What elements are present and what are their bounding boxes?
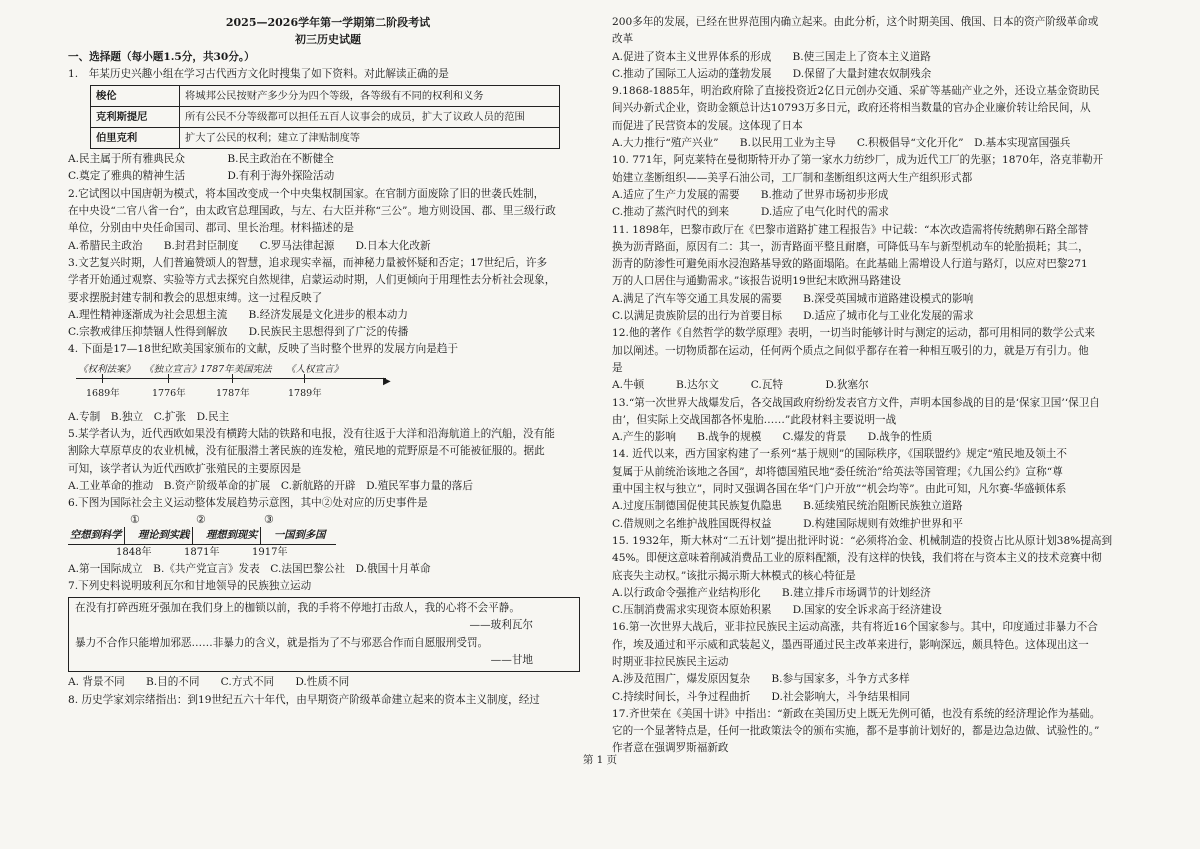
q9-line: 而促进了民营资本的发展。这体现了日本	[612, 119, 803, 132]
stage-year: 1848年	[116, 546, 152, 558]
q17-line: 它的一个显著特点是，任何一批政策法令的颁布实施，都不是事前计划好的，都是边急边做、试验性的。”	[612, 725, 1100, 738]
q17-line: 17.齐世荣在《美国十讲》中指出：“新政在美国历史上既无先例可循，也没有系统的经济理论作为基础。	[612, 707, 1101, 720]
section-heading: 一、选择题（每小题1.5分，共30分。）	[68, 50, 255, 63]
timeline-year: 1776年	[152, 387, 186, 399]
stage-label: 理论到实践	[138, 527, 193, 544]
q9-options: A.大力推行“殖产兴业” B.以民用工业为主导 C.积极倡导“文化开化” D.基本实现富国强兵	[612, 137, 1071, 150]
quote-text: 暴力不合作只能增加邪恶……非暴力的含义，就是指为了不与邪恶合作而自愿服刑受罚。	[75, 636, 489, 649]
stage-year: 1917年	[252, 546, 288, 558]
exam-subtitle: 初三历史试题	[295, 33, 361, 47]
q14-line: 重中国主权与独立”，同时又强调各国在华“门户开放”“机会均等”。由此可知，凡尔赛-华盛顿体系	[612, 483, 1067, 496]
timeline-tick	[304, 374, 305, 383]
table-row	[91, 128, 560, 149]
stage-label: 空想到科学	[70, 527, 125, 544]
q13-line: 由’，但实际上交战国都各怀鬼胎……”此段材料主要说明一战	[612, 413, 897, 426]
q3-line: 3.文艺复兴时期，人们普遍赞颂人的智慧，追求现实幸福，而神秘力量被怀疑和否定；17世纪后，许多	[68, 256, 548, 269]
q14-line: 14. 近代以来，西方国家构建了一系列“基于规则”的国际秩序，《国联盟约》规定“殖民地及领土不	[612, 448, 1067, 461]
q6-stem: 6.下图为国际社会主义运动整体发展趋势示意图，其中②处对应的历史事件是	[68, 497, 428, 510]
q15-line: 底丧失主动权。”该批示揭示斯大林模式的核心特征是	[612, 569, 856, 582]
q6-options: A.第一国际成立 B.《共产党宣言》发表 C.法国巴黎公社 D.俄国十月革命	[68, 562, 431, 575]
q5-options: A.工业革命的推动 B.资产阶级革命的扩展 C.新航路的开辟 D.殖民军事力量的落后	[68, 479, 473, 492]
q6-diagram	[68, 513, 588, 559]
timeline-year: 1789年	[288, 387, 322, 399]
q16-options-2: C.持续时间长，斗争过程曲折 D.社会影响大，斗争结果相同	[612, 690, 911, 703]
stage-year: 1871年	[184, 546, 220, 558]
arrow-right-icon: ▶	[383, 375, 391, 387]
q2-line: 单位，分别由中央任命国司、郡司、里长治理。材料描述的是	[68, 222, 355, 235]
table-cell: 梭伦	[91, 86, 180, 107]
marker-2: ②	[196, 512, 206, 526]
q14-options: A.过度压制德国促使其民族复仇隐患 B.延续殖民统治阻断民族独立道路	[612, 500, 963, 513]
stage-label: 理想到现实	[206, 527, 261, 544]
q17-line: 作者意在强调罗斯福新政	[612, 742, 729, 755]
q10-line: 10. 771年，阿克莱特在曼彻斯特开办了第一家水力纺纱厂，成为近代工厂的先驱；1870年，洛克菲勒开	[612, 154, 1104, 167]
timeline-tick	[168, 374, 169, 383]
q4-options: A.专制 B.独立 C.扩张 D.民主	[68, 410, 230, 423]
q13-options: A.产生的影响 B.战争的规模 C.爆发的背景 D.战争的性质	[612, 431, 933, 444]
q15-line: 15. 1932年，斯大林对“二五计划”提出批评时说：“必须将冶金、机械制造的投资占比从原计划38%提高到	[612, 534, 1113, 547]
q16-line: 作，埃及通过和平示威和武装起义，墨西哥通过民主改革来进行，影响深远，颇具特色。这体现出这一	[612, 638, 1089, 651]
timeline-doc: 《人权宣言》	[286, 363, 344, 375]
q8-continuation: 改革	[612, 33, 634, 46]
q11-line: 沥青的防渗性可避免雨水浸泡路基导致的路面塌陷。在此基础上需增设人行道与路灯，以应对巴黎271	[612, 258, 1088, 271]
q5-line: 5.某学者认为，近代西欧如果没有横跨大陆的铁路和电报，没有往返于大洋和沿海航道上的汽船，没有能	[68, 428, 555, 441]
q11-line: 万的人口居住与通勤需求。”该报告说明19世纪末欧洲马路建设	[612, 275, 902, 288]
exam-title: 2025—2026学年第一学期第二阶段考试	[225, 16, 431, 29]
page-number: 第 1 页	[582, 754, 618, 766]
timeline-doc: 《权利法案》	[78, 363, 136, 375]
q7-quote-box	[68, 597, 580, 672]
quote-text: 在没有打碎西班牙强加在我们身上的枷锁以前，我的手将不停地打击敌人，我的心将不会平静。	[75, 602, 520, 615]
q2-line: 在中央设“二官八省一台”，由太政官总理国政，与左、右大臣并称“三公”。地方则设国、郡、里三级行政	[68, 205, 556, 218]
q9-line: 9.1868-1885年，明治政府除了直接投资近2亿日元创办交通、采矿等基础产业之外，还设立基金资助民	[612, 85, 1100, 98]
table-cell: 扩大了公民的权利；建立了津贴制度等	[180, 128, 560, 149]
timeline-doc: 《独立宣言》	[144, 363, 202, 375]
q14-options-2: C.借规则之名维护战胜国既得权益 D.构建国际规则有效维护世界和平	[612, 517, 963, 530]
q8-line: 8. 历史学家刘宗绪指出：到19世纪五六十年代，由早期资产阶级革命建立起来的资本主义制度，经过	[68, 693, 540, 706]
q12-line: 12.他的著作《自然哲学的数学原理》表明，一切当时能够计时与测定的运动，都可用相同的数学公式来	[612, 327, 1095, 340]
q1-stem: 1. 年某历史兴趣小组在学习古代西方文化时搜集了如下资料。对此解读正确的是	[68, 67, 449, 80]
q11-options-2: C.以满足贵族阶层的出行为首要目标 D.适应了城市化与工业化发展的需求	[612, 310, 974, 323]
right-column	[612, 14, 1140, 758]
q11-line: 换为沥青路面，原因有二：其一，沥青路面平整且耐磨，可降低马车与新型机动车的轮胎损耗；其二，	[612, 240, 1089, 253]
q2-options: A.希腊民主政治 B.封君封臣制度 C.罗马法律起源 D.日本大化改新	[68, 239, 431, 252]
table-cell: 所有公民不分等级都可以担任五百人议事会的成员，扩大了议政人员的范围	[180, 107, 560, 128]
q1-table	[90, 85, 560, 149]
q16-options: A.涉及范围广，爆发原因复杂 B.参与国家多，斗争方式多样	[612, 673, 910, 686]
q3-options: A.理性精神逐渐成为社会思想主流 B.经济发展是文化进步的根本动力	[68, 308, 408, 321]
left-column	[68, 14, 588, 709]
q3-options-2: C.宗教戒律压抑禁锢人性得到解放 D.民族民主思想得到了广泛的传播	[68, 326, 409, 339]
q12-line: 加以阐述。一切物质都在运动，任何两个质点之间似乎都存在着一种相互吸引的力，就是万有引力。他	[612, 344, 1089, 357]
q8-options-2: C.推动了国际工人运动的蓬勃发展 D.保留了大量封建农奴制残余	[612, 67, 932, 80]
timeline-doc: 1787年美国宪法	[200, 363, 272, 375]
q5-line: 可知，该学者认为近代西欧扩张殖民的主要原因是	[68, 462, 302, 475]
q10-options-2: C.推动了蒸汽时代的到来 D.适应了电气化时代的需求	[612, 206, 889, 219]
marker-3: ③	[264, 512, 274, 526]
q15-options: A.以行政命令强推产业结构形化 B.建立排斥市场调节的计划经济	[612, 586, 931, 599]
q1-options: A.民主属于所有雅典民众 B.民主政治在不断健全	[68, 153, 334, 166]
q11-options: A.满足了汽车等交通工具发展的需要 B.深受英国城市道路建设模式的影响	[612, 292, 974, 305]
table-cell: 将城邦公民按财产多少分为四个等级，各等级有不同的权利和义务	[180, 86, 560, 107]
timeline-year: 1689年	[86, 387, 120, 399]
q8-continuation: 200多年的发展，已经在世界范围内确立起来。由此分析，这个时期美国、俄国、日本的资产阶级革命或	[612, 16, 1099, 28]
q4-stem: 4. 下面是17—18世纪欧美国家颁布的文献，反映了当时整个世界的发展方向是趋于	[68, 343, 459, 356]
quote-author: ——玻利瓦尔	[469, 619, 533, 632]
timeline-year: 1787年	[216, 387, 250, 399]
q16-line: 时期亚非拉民族民主运动	[612, 655, 729, 668]
q16-line: 16.第一次世界大战后，亚非拉民族民主运动高涨，共有将近16个国家参与。其中，印度通过非暴力不合	[612, 621, 1098, 634]
q10-line: 始建立垄断组织——美孚石油公司，工厂制和垄断组织这两大生产组织形式都	[612, 171, 973, 184]
q7-options: A. 背景不同 B.目的不同 C.方式不同 D.性质不同	[68, 676, 350, 689]
q2-line: 2.它试图以中国唐朝为模式，将本国改变成一个中央集权制国家。在官制方面废除了旧的世袭氏姓制，	[68, 187, 545, 200]
quote-author: ——甘地	[490, 654, 533, 667]
q8-options: A.促进了资本主义世界体系的形成 B.使三国走上了资本主义道路	[612, 50, 931, 63]
timeline-tick	[232, 374, 233, 383]
stage-label: 一国到多国	[274, 528, 326, 541]
q10-options: A.适应了生产力发展的需要 B.推动了世界市场初步形成	[612, 188, 889, 201]
q14-line: 复属于从前统治该地之各国”，却将德国殖民地“委任统治”给英法等国管理；《九国公约》宣称“尊	[612, 465, 1063, 478]
q13-line: 13.“第一次世界大战爆发后，各交战国政府纷纷发表官方文件，声明本国参战的目的是‘保家卫国’‘保卫自	[612, 396, 1100, 409]
q12-options: A.牛顿 B.达尔文 C.瓦特 D.狄塞尔	[612, 379, 869, 392]
q3-line: 要求摆脱封建专制和教会的思想束缚。这一过程反映了	[68, 291, 323, 304]
timeline-tick	[102, 374, 103, 383]
q12-line: 是	[612, 361, 623, 374]
q3-line: 学者开始通过观察、实验等方式去探究自然规律，启蒙运动时期，人们更倾向于用理性去分析社会现象，	[68, 274, 556, 287]
q5-line: 割除大草原草皮的农业机械，没有征服潜土著民族的连发枪，殖民地的荒野原是不可能被征服的。据此	[68, 445, 545, 458]
table-row	[91, 107, 560, 128]
table-cell: 克利斯提尼	[91, 107, 180, 128]
marker-1: ①	[130, 512, 140, 526]
q7-stem: 7.下列史料说明玻利瓦尔和甘地领导的民族独立运动	[68, 579, 312, 592]
q11-line: 11. 1898年，巴黎市政厅在《巴黎市道路扩建工程报告》中记载：“本次改造需将传统鹅卵石路全部替	[612, 223, 1089, 236]
q1-options-2: C.奠定了雅典的精神生活 D.有利于海外探险活动	[68, 170, 335, 183]
table-cell: 伯里克利	[91, 128, 180, 149]
table-row	[91, 86, 560, 107]
q15-options-2: C.压制消费需求实现资本原始积累 D.国家的安全诉求高于经济建设	[612, 604, 942, 617]
q15-line: 45%。即便这意味着削减消费品工业的原料配额，没有这样的快钱，我们将在与资本主义的技术竞赛中彻	[612, 552, 1102, 565]
q9-line: 间兴办新式企业，资助金额总计达10793万多日元，政府还将相当数量的官办企业廉价转让给民间，从	[612, 102, 1091, 115]
q4-timeline	[72, 361, 588, 405]
